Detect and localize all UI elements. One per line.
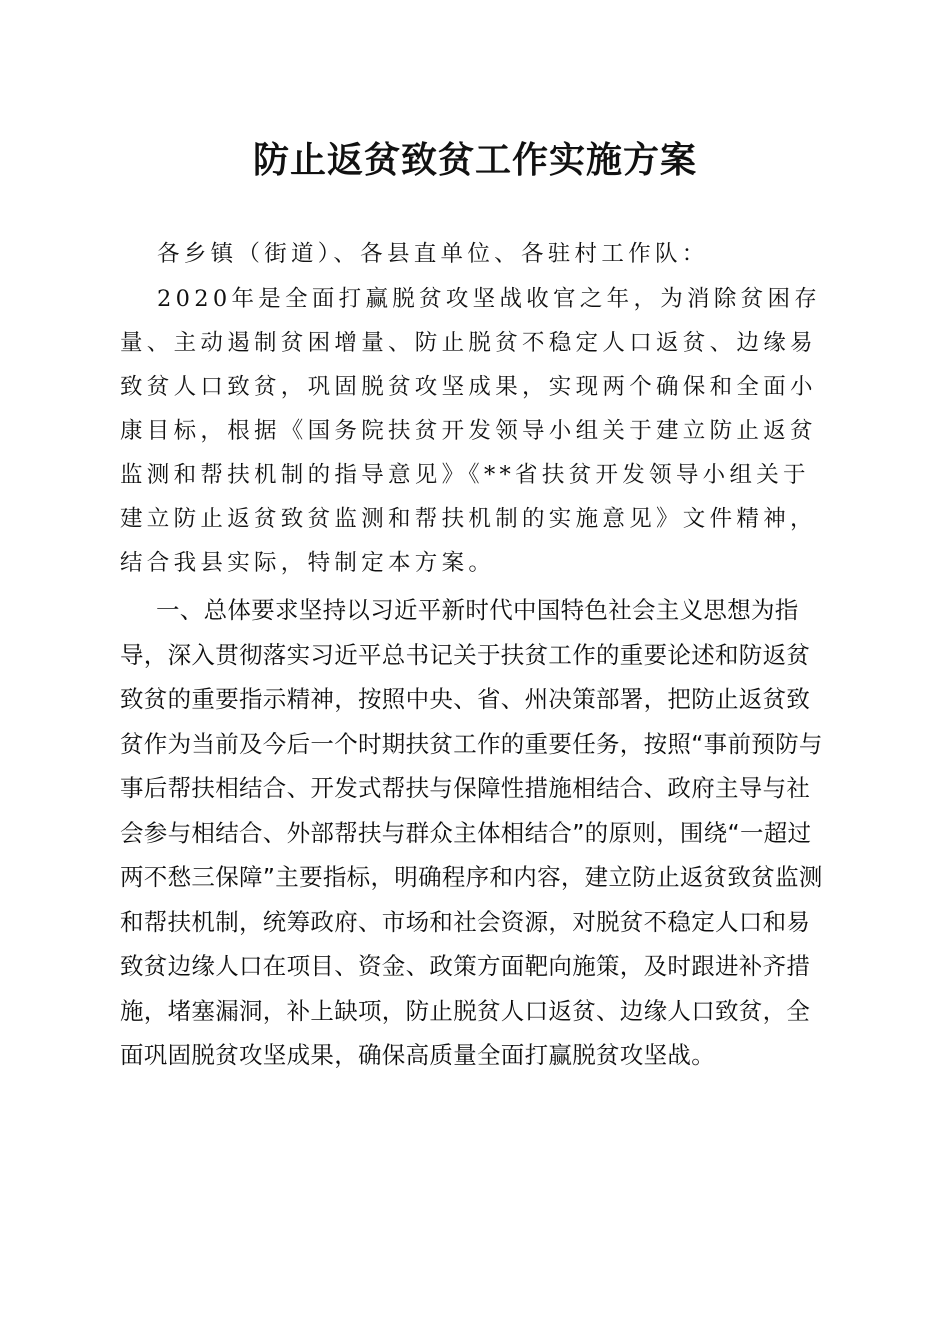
section-one-paragraph: 一、总体要求坚持以习近平新时代中国特色社会主义思想为指导，深入贯彻落实习近平总书记关于扶贫工作的重要论述和防返贫致贫的重要指示精神，按照中央、省、州决策部署，把防止返贫致贫作为当前及今后一个时期扶贫工作的重要任务，按照“事前预防与事后帮扶相结合、开发式帮扶与保障性措施相结合、政府主导与社会参与相结合、外部帮扶与群众主体相结合”的原则，围绕“一超过两不愁三保障”主要指标，明确程序和内容，建立防止返贫致贫监测和帮扶机制，统筹政府、市场和社会资源，对脱贫不稳定人口和易致贫边缘人口在项目、资金、政策方面靶向施策，及时跟进补齐措施，堵塞漏洞，补上缺项，防止脱贫人口返贫、边缘人口致贫，全面巩固脱贫攻坚成果，确保高质量全面打赢脱贫攻坚战。 [120,596,823,1069]
document-title: 防止返贫致贫工作实施方案 [252,139,697,181]
salutation: 各乡镇（街道）、各县直单位、各驻村工作队： [157,241,709,267]
intro-paragraph: 2020年是全面打赢脱贫攻坚战收官之年，为消除贫困存量、主动遏制贫困增量、防止脱贫不稳定人口返贫、边缘易致贫人口致贫，巩固脱贫攻坚成果，实现两个确保和全面小康目标，根据《国务院扶贫开发领导小组关于建立防止返贫监测和帮扶机制的指导意见》《**省扶贫开发领导小组关于建立防止返贫致贫监测和帮扶机制的实施意见》文件精神，结合我县实际，特制定本方案。 [120,286,822,576]
